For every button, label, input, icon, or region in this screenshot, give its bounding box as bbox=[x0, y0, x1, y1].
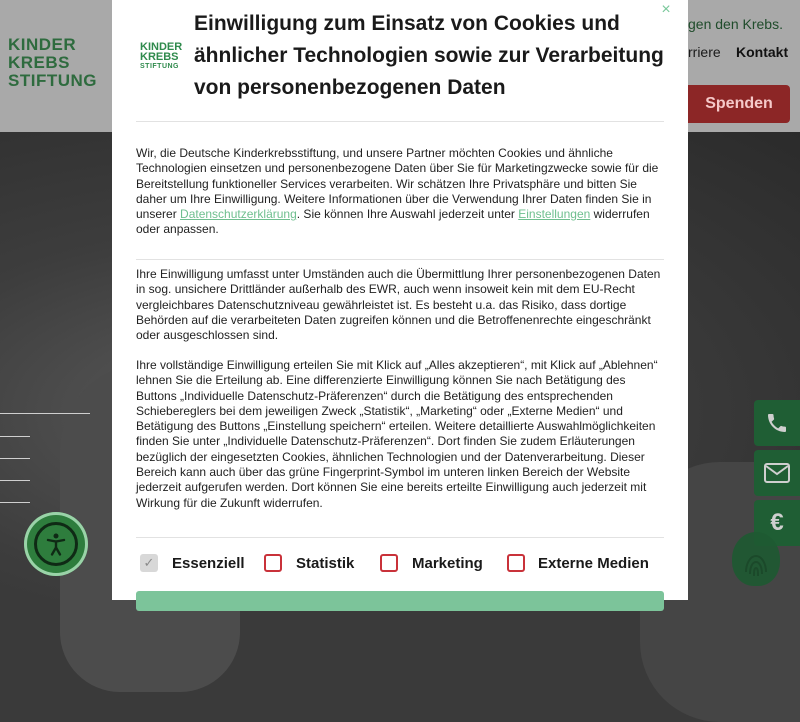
intro-paragraph bbox=[136, 146, 668, 238]
nav-item-kontakt[interactable]: Kontakt bbox=[736, 44, 789, 60]
phone-icon bbox=[765, 411, 789, 435]
donate-button[interactable]: Spenden bbox=[688, 85, 790, 123]
divider bbox=[136, 259, 664, 260]
external-media-label[interactable]: Externe Medien bbox=[538, 555, 649, 572]
dialog-logo-line-2: KREBS bbox=[140, 51, 179, 63]
privacy-policy-link[interactable]: Datenschutzerklärung bbox=[180, 207, 297, 222]
consent-categories bbox=[140, 553, 670, 575]
site-tagline: gen den Krebs. bbox=[688, 16, 783, 32]
mail-button[interactable] bbox=[754, 450, 800, 496]
statistics-checkbox[interactable] bbox=[264, 554, 282, 572]
menu-line bbox=[0, 458, 30, 459]
menu-line bbox=[0, 480, 30, 481]
site-logo[interactable] bbox=[8, 36, 100, 90]
intro-text-2: . Sie können Ihre Auswahl jederzeit unter bbox=[296, 207, 519, 222]
dialog-title: Einwilligung zum Einsatz von Cookies und ähnlicher Technologien sowie zur Verarbeitung von personenbezogenen Daten bbox=[194, 12, 664, 99]
dialog-logo-line-1: KINDER bbox=[140, 41, 183, 53]
third-country-paragraph: Ihre Einwilligung umfasst unter Umständen auch die Übermittlung Ihrer personenbezogenen Daten in sog. unsichere Drittländer außerhalb des EWR, auch wenn insoweit kein mit dem EU-Recht vergleichbares Datenschutzniveau gewährleistet ist. Es besteht u.a. das Risiko, dass dortige Behörden auf die verarbeiteten Daten zugreifen können und die Betroffenenrechte eingeschränkt oder ausgeschlossen sind. bbox=[136, 267, 661, 343]
marketing-checkbox[interactable] bbox=[380, 554, 398, 572]
cookie-consent-dialog bbox=[112, 0, 688, 600]
mail-icon bbox=[764, 463, 790, 483]
divider bbox=[136, 537, 664, 538]
nav-item-karriere[interactable]: rriere bbox=[688, 44, 721, 60]
euro-icon: € bbox=[770, 509, 784, 536]
divider bbox=[136, 121, 664, 122]
accept-all-button[interactable] bbox=[136, 591, 664, 611]
dialog-logo bbox=[140, 42, 184, 72]
intro-text-3: widerrufen oder anpassen. bbox=[136, 207, 650, 237]
logo-line-3: STIFTUNG bbox=[8, 71, 97, 90]
intro-text: Wir, die Deutsche Kinderkrebsstiftung, und unsere Partner möchten Cookies und ähnliche Technologien einsetzen und personenbezogene Daten über Sie für Marketingzwecke sowie für die Bereitstellung funktioneller Services verarbeiten. Wir schätzen Ihre Privatsphäre und bitten Sie daher um Ihre Einwilligung. Weitere Informationen über die Verwendung Ihrer Daten finden Sie in unserer bbox=[136, 146, 659, 222]
check-icon: ✓ bbox=[143, 555, 155, 570]
phone-button[interactable] bbox=[754, 400, 800, 446]
essential-checkbox bbox=[140, 554, 158, 572]
close-icon[interactable]: × bbox=[661, 1, 671, 18]
marketing-label[interactable]: Marketing bbox=[412, 555, 483, 572]
statistics-label[interactable]: Statistik bbox=[296, 555, 355, 572]
menu-line bbox=[0, 502, 30, 503]
accessibility-icon bbox=[34, 522, 78, 566]
menu-line bbox=[0, 413, 90, 414]
fingerprint-icon bbox=[732, 532, 780, 586]
external-media-checkbox[interactable] bbox=[507, 554, 525, 572]
consent-options-paragraph: Ihre vollständige Einwilligung erteilen Sie mit Klick auf „Alles akzeptieren“, mit Klick auf „Ablehnen“ lehnen Sie die Erteilung ab. Eine differenzierte Einwilligung können Sie nach Betätigung des Buttons „Individuelle Datenschutz-Präferenzen“ durch die Betätigung des entsprechenden Schiebereglers bei dem jeweiligen Zweck „Statistik“, „Marketing“ oder „Externe Medien“ und Betätigung des Buttons „Einstellung speichern“ erteilen. Weitere detaillierte Auswahlmöglichkeiten finden Sie unter „Individuelle Datenschutz-Präferenzen“. Dort finden Sie zudem Erläuterungen bezüglich der eingesetzten Cookies, ähnlichen Technologien und der Datenverarbeitung. Dieser Bereich kann auch über das grüne Fingerprint-Symbol im unteren linken Bereich der Website jederzeit aufgerufen werden. Dort können Sie eine bereits erteilte Einwilligung auch jederzeit mit Wirkung für die Zukunft widerrufen. bbox=[136, 358, 658, 510]
settings-link[interactable]: Einstellungen bbox=[518, 207, 591, 222]
logo-line-1: KINDER bbox=[8, 35, 77, 54]
dialog-logo-line-3: STIFTUNG bbox=[140, 63, 179, 70]
logo-line-2: KREBS bbox=[8, 53, 71, 72]
essential-label: Essenziell bbox=[172, 555, 245, 572]
fingerprint-button[interactable] bbox=[732, 532, 780, 586]
accessibility-button[interactable] bbox=[24, 512, 88, 576]
menu-line bbox=[0, 436, 30, 437]
